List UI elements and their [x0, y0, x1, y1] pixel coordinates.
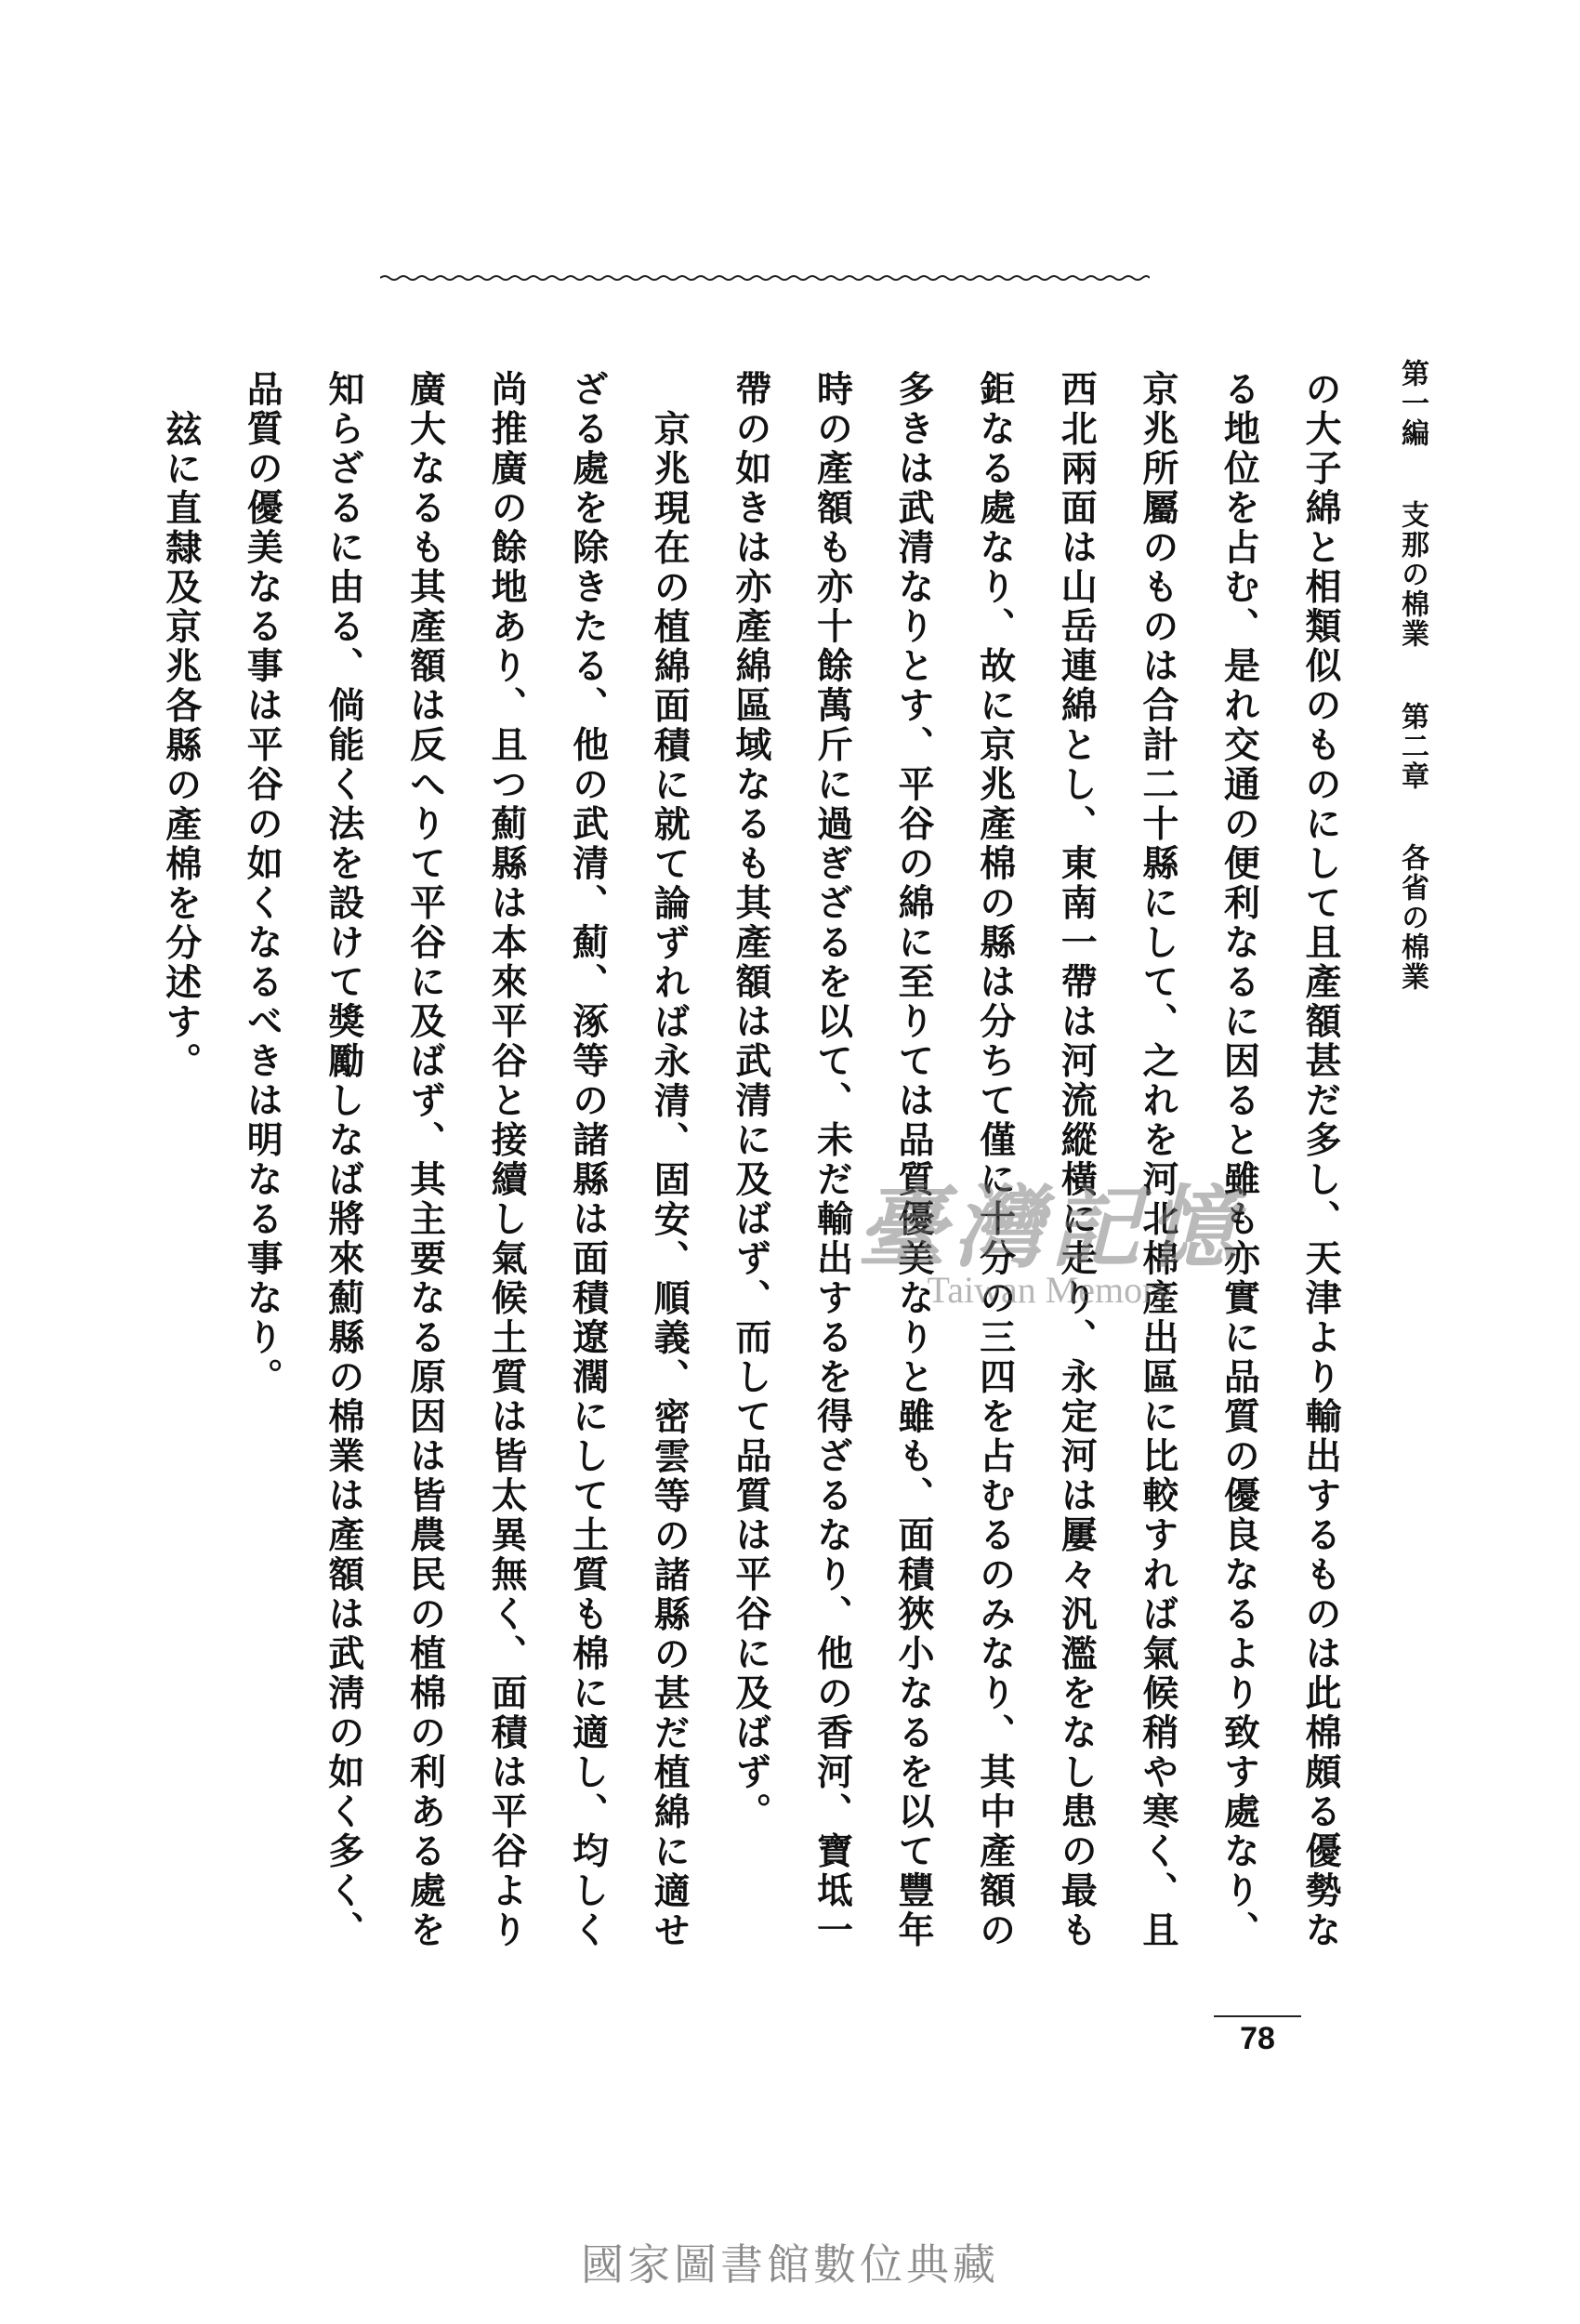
header-chapter: 第二章	[1396, 701, 1429, 791]
text-column: 西北兩面は山岳連綿とし、東南一帶は河流縱橫に走り、永定河は屢々汎濫をなし患の最も	[1055, 370, 1099, 1950]
text-column: 時の產額も亦十餘萬斤に過ぎざるを以て、未だ輸出するを得ざるなり、他の香河、寶坻一	[810, 370, 854, 1950]
header-part-title: 支那の棉業	[1396, 500, 1429, 650]
page-number: 78	[1214, 2015, 1301, 2057]
text-column: 廣大なるも其產額は反へりて平谷に及ばず、其主要なる原因は皆農民の植棉の利ある處を	[403, 370, 447, 1950]
text-column: 鉅なる處なり、故に京兆產棉の縣は分ちて僅に十分の三四を占むるのみなり、其中產額の	[973, 370, 1017, 1950]
text-column: 多きは武清なりとす、平谷の綿に至りては品質優美なりと雖も、面積狹小なるを以て豐年	[892, 370, 936, 1950]
running-header	[1390, 359, 1433, 992]
text-column: ざる處を除きたる、他の武清、薊、涿等の諸縣は面積遼濶にして土質も棉に適し、均しく	[566, 370, 610, 1950]
body-text	[139, 370, 1361, 1951]
wavy-header-rule	[380, 271, 1150, 284]
watermark-chinese: 臺灣記憶	[857, 1175, 1244, 1280]
watermark-english: Taiwan Memory	[927, 1269, 1174, 1311]
text-column: 尚推廣の餘地あり、且つ薊縣は本來平谷と接續し氣候土質は皆太異無く、面積は平谷より	[485, 370, 529, 1950]
text-column: の大子綿と相類似のものにして且產額甚だ多し、天津より輸出するものは此棉頗る優勢な	[1299, 370, 1342, 1950]
header-part: 第一編	[1396, 359, 1429, 448]
text-column: 京兆所屬のものは合計二十縣にして、之れを河北棉產出區に比較すれば氣候稍や寒く、且	[1136, 370, 1179, 1950]
text-column: 帶の如きは亦產綿區域なるも其產額は武清に及ばず、而して品質は平谷に及ばず。	[729, 370, 772, 1832]
text-column: 京兆現在の植綿面積に就て論ずれば永清、固安、順義、密雲等の諸縣の甚だ植綿に適せ	[648, 410, 691, 1951]
text-column: る地位を占む、是れ交通の便利なるに因ると雖も亦實に品質の優良なるより致す處なり、	[1218, 370, 1261, 1950]
text-column: 玆に直隸及京兆各縣の產棉を分述す。	[159, 410, 203, 1082]
archive-footer: 國家圖書館數位典藏	[581, 2239, 999, 2290]
text-column: 品質の優美なる事は平谷の如くなるべきは明なる事なり。	[241, 370, 284, 1397]
header-chapter-title: 各省の棉業	[1396, 843, 1429, 993]
text-column: 知らざるに由る、倘能く法を設けて獎勵しなば將來薊縣の棉業は產額は武淸の如く多く、	[322, 370, 365, 1950]
